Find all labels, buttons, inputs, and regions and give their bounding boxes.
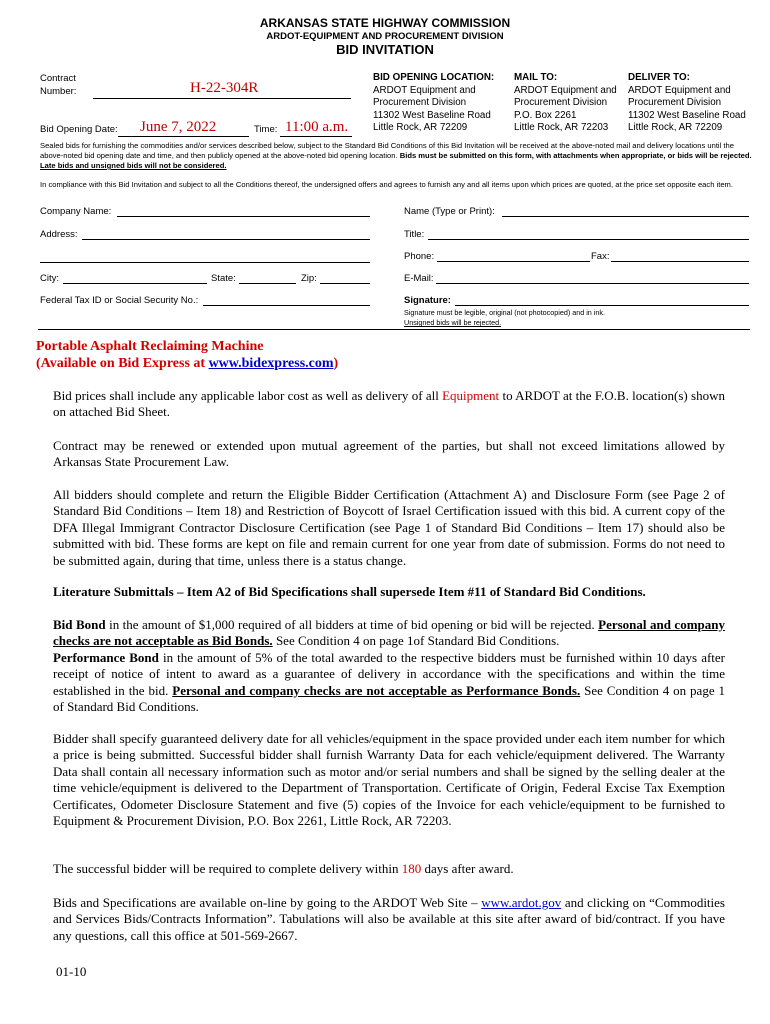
address-input[interactable] xyxy=(82,227,370,240)
contract-number-label: Number: xyxy=(40,86,77,97)
mail-to-line: Little Rock, AR 72203 xyxy=(514,122,609,133)
fax-input[interactable] xyxy=(611,249,749,262)
address-line2-input[interactable] xyxy=(40,250,370,263)
paragraph-text: to ARDOT at the F.O.B. location(s) shown on attached Bid Sheet. xyxy=(53,388,725,420)
availability-text: (Available on Bid Express at xyxy=(36,356,209,371)
performance-bond-heading: Performance Bond xyxy=(53,649,159,665)
notice-text: mail and delivery locations until the above-noted bid opening date and time, and then publicly opened at the above-noted bid opening location. xyxy=(40,141,734,160)
paragraph-text: Bids and Specifications are available on-line by going to the ARDOT Web Site – xyxy=(53,895,482,910)
division-title: ARDOT-EQUIPMENT AND PROCUREMENT DIVISION xyxy=(266,31,504,42)
bid-bond-heading: Bid Bond xyxy=(53,617,106,632)
paragraph-text: The successful bidder will be required to complete delivery within xyxy=(53,861,402,876)
bid-opening-location-line: 11302 West Baseline Road xyxy=(373,109,491,121)
mail-to-title: MAIL TO: xyxy=(514,72,558,83)
company-name-input[interactable] xyxy=(117,204,370,217)
equipment-highlight: Equipment xyxy=(442,388,500,403)
deliver-to-title: DELIVER TO: xyxy=(628,72,690,83)
title-label: Title: xyxy=(404,229,425,240)
contract-label: Contract xyxy=(40,73,76,84)
time-value: 11:00 a.m. xyxy=(285,119,349,135)
item-availability xyxy=(36,356,338,372)
notice-bold: Bids must be submitted on this form, with attachments when appropriate, or bids will be rejected. xyxy=(399,151,752,160)
tax-id-input[interactable] xyxy=(203,293,370,306)
paragraph-text: and clicking on “Commodities and Services Bids/Contracts Information”. Tabulations will also be available at this site after award of bid/contract. If you have any questions, call this office at 501-569-2667. xyxy=(53,895,725,943)
email-label: E-Mail: xyxy=(404,273,434,284)
bid-opening-date-value: June 7, 2022 xyxy=(140,119,217,135)
item-title: Portable Asphalt Reclaiming Machine xyxy=(36,339,264,354)
signature-input[interactable] xyxy=(455,293,749,306)
compliance-notice: In compliance with this Bid Invitation and subject to all the Conditions thereof, the undersigned offers and agrees to furnish any and all items upon which prices are quoted, at the price set opposite each item. xyxy=(40,180,733,189)
signature-warning: Unsigned bids will be rejected. xyxy=(404,318,502,327)
company-name-label: Company Name: xyxy=(40,206,112,217)
deliver-to-line: Procurement Division xyxy=(628,97,722,108)
paragraph-renewal: Contract may be renewed or extended upon mutual agreement of the parties, but shall not exceed limitations allowed by Arkansas State Procurement Law. xyxy=(53,438,725,470)
mail-to-address xyxy=(514,72,629,135)
contract-number-field[interactable] xyxy=(93,80,351,99)
contract-number-value: H-22-304R xyxy=(190,80,259,96)
phone-input[interactable] xyxy=(437,249,590,262)
paragraph-delivery-time xyxy=(53,861,725,877)
fax-label: Fax: xyxy=(591,251,610,262)
availability-text: ) xyxy=(333,356,339,371)
paragraph-text: See Condition 4 on page 1 of Standard Bid Conditions. xyxy=(53,682,725,715)
mail-to-line: P.O. Box 2261 xyxy=(514,109,577,121)
email-input[interactable] xyxy=(436,271,749,284)
deliver-to-line: 11302 West Baseline Road xyxy=(628,109,746,121)
deliver-to-line: ARDOT Equipment and xyxy=(628,84,731,96)
name-print-label: Name (Type or Print): xyxy=(404,206,495,217)
bid-opening-date-field[interactable] xyxy=(118,118,249,137)
time-field[interactable] xyxy=(280,118,352,137)
paragraph-online xyxy=(53,895,725,944)
tax-id-label: Federal Tax ID or Social Security No.: xyxy=(40,295,199,306)
paragraph-text: in the amount of $1,000 required of all bidders at time of bid opening or bid will be rejected. xyxy=(105,617,599,632)
deliver-to-address xyxy=(628,72,768,135)
section-divider xyxy=(38,329,750,330)
page-title: BID INVITATION xyxy=(336,42,434,57)
zip-label: Zip: xyxy=(301,273,317,284)
bidexpress-link[interactable]: www.bidexpress.com xyxy=(208,356,334,371)
bid-opening-location-line: Little Rock, AR 72209 xyxy=(373,122,468,133)
bid-opening-location xyxy=(373,72,513,135)
paragraph-certifications: All bidders should complete and return the Eligible Bidder Certification (Attachment A) and Disclosure Form (see Page 2 of Standard Bid Conditions – Item 18) and Restriction of Boycott of Israel Certification issued with this bid. A current copy of the DFA Illegal Immigrant Contractor Disclosure Certification (see Page 1 of Standard Bid Conditions – Item 17) should also be submitted with bid. These forms are kept on file and remain current for one year from date of submission. Forms do not need to be submitted again, during that time, unless there is a status change. xyxy=(53,487,725,568)
state-label: State: xyxy=(211,273,236,284)
bid-bond-warning: Personal and company checks are not acceptable as Bid Bonds. xyxy=(53,617,725,649)
paragraph-bonds xyxy=(53,617,725,715)
state-input[interactable] xyxy=(239,271,296,284)
form-code: 01-10 xyxy=(56,964,87,979)
paragraph-pricing xyxy=(53,388,725,421)
phone-label: Phone: xyxy=(404,251,435,262)
mail-to-line: ARDOT Equipment and xyxy=(514,84,617,96)
bid-opening-location-line: ARDOT Equipment and xyxy=(373,84,476,96)
deliver-to-line: Little Rock, AR 72209 xyxy=(628,122,723,133)
notice-underlined: Late bids and unsigned bids will not be considered. xyxy=(40,161,227,170)
city-label: City: xyxy=(40,273,59,284)
paragraph-literature: Literature Submittals – Item A2 of Bid Specifications shall supersede Item #11 of Standard Bid Conditions. xyxy=(53,584,646,599)
performance-bond-warning: Personal and company checks are not acceptable as Performance Bonds. xyxy=(172,682,581,698)
bid-opening-location-title: BID OPENING LOCATION: xyxy=(373,72,495,83)
signature-label: Signature: xyxy=(404,295,451,306)
paragraph-text: Bid prices shall include any applicable labor cost as well as delivery of all xyxy=(53,388,443,403)
agency-title: ARKANSAS STATE HIGHWAY COMMISSION xyxy=(259,16,511,30)
paragraph-text: days after award. xyxy=(421,861,514,876)
bid-opening-date-label: Bid Opening Date: xyxy=(40,124,118,135)
notice-text: Sealed bids for furnishing the commodities and/or services described below, subject to the Standard Bid Conditions of this Bid Invitation will be received at the above-noted xyxy=(40,141,615,150)
paragraph-delivery-warranty: Bidder shall specify guaranteed delivery date for all vehicles/equipment in the space provided under each item number for which a price is being submitted. Successful bidder shall furnish Warranty Data for each vehicle/equipment delivered. The Warranty Data shall contain all necessary information such as motor and/or serial numbers and shall be signed by the selling dealer at the time vehicle/equipment is delivered to the Department of Transportation. Certificate of Origin, Federal Excise Tax Exemption Certificates, Odometer Disclosure Statement and five (5) copies of the Invoice for each vehicle/equipment to be furnished to Equipment & Procurement Division, P.O. Box 2261, Little Rock, AR 72203. xyxy=(53,731,725,829)
title-input[interactable] xyxy=(428,227,749,240)
time-label: Time: xyxy=(254,124,278,135)
signature-note: Signature must be legible, original (not photocopied) and in ink. xyxy=(404,308,605,317)
zip-input[interactable] xyxy=(320,271,370,284)
ardot-link[interactable]: www.ardot.gov xyxy=(481,895,562,910)
paragraph-text: See Condition 4 on page 1of Standard Bid Conditions. xyxy=(272,633,560,649)
address-label: Address: xyxy=(40,229,78,240)
mail-to-line: Procurement Division xyxy=(514,97,608,108)
paragraph-text: in the amount of 5% of the total awarded to the respective bidders must be furnished within 10 days after receipt of notice of intent to award as a guarantee of delivery in accordance with the specifications and within the time established in the bid. xyxy=(53,649,726,698)
sealed-bids-notice xyxy=(40,141,752,171)
delivery-days: 180 xyxy=(401,861,422,876)
city-input[interactable] xyxy=(63,271,207,284)
name-print-input[interactable] xyxy=(502,204,749,217)
bid-opening-location-line: Procurement Division xyxy=(373,97,467,108)
